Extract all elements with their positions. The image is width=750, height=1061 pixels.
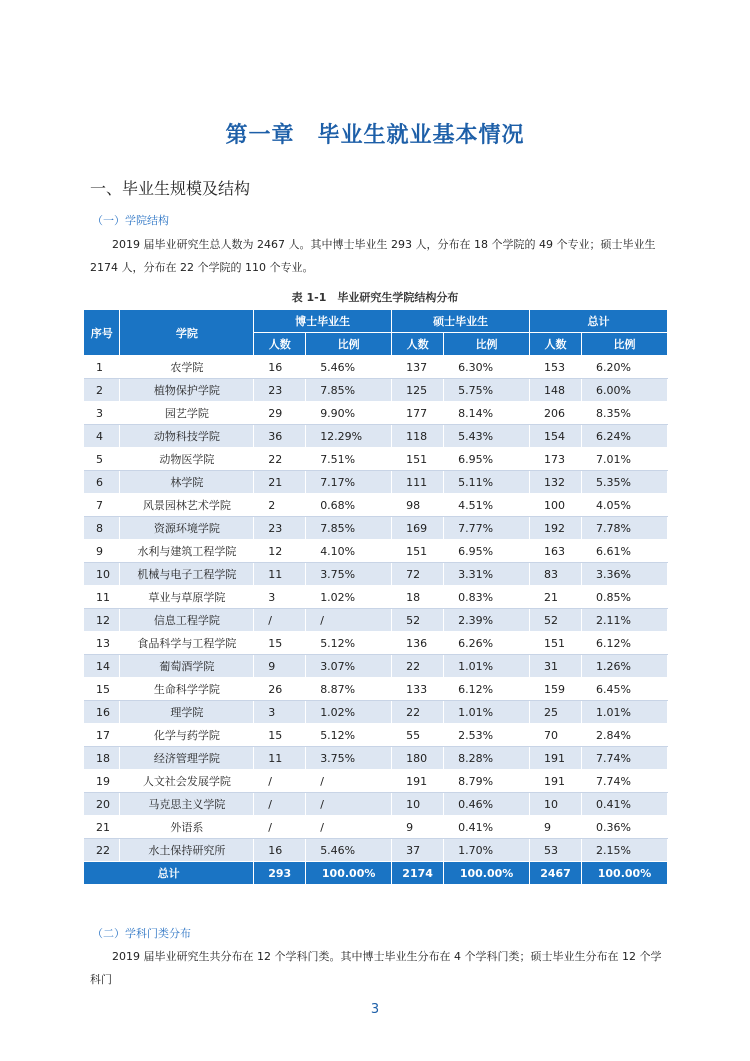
row-master-ratio: 8.14% (444, 402, 530, 425)
row-phd-count: / (254, 770, 306, 793)
row-total-count: 148 (530, 379, 582, 402)
row-total-count: 163 (530, 540, 582, 563)
table-row (84, 632, 668, 655)
row-master-ratio: 2.39% (444, 609, 530, 632)
row-phd-count: 21 (254, 471, 306, 494)
row-phd-ratio: 3.07% (306, 655, 392, 678)
row-master-count: 55 (392, 724, 444, 747)
row-master-count: 72 (392, 563, 444, 586)
row-college: 食品科学与工程学院 (120, 632, 254, 655)
row-total-ratio: 5.35% (582, 471, 668, 494)
row-college: 马克思主义学院 (120, 793, 254, 816)
row-phd-ratio: 7.85% (306, 517, 392, 540)
row-master-ratio: 2.53% (444, 724, 530, 747)
header-index: 序号 (84, 310, 120, 356)
row-college: 葡萄酒学院 (120, 655, 254, 678)
row-phd-count: 3 (254, 586, 306, 609)
row-master-ratio: 4.51% (444, 494, 530, 517)
row-master-ratio: 0.83% (444, 586, 530, 609)
total-master-count: 2174 (392, 862, 444, 885)
table-row (84, 655, 668, 678)
row-college: 农学院 (120, 356, 254, 379)
table-row (84, 540, 668, 563)
row-total-count: 173 (530, 448, 582, 471)
row-master-count: 133 (392, 678, 444, 701)
row-phd-ratio: 1.02% (306, 586, 392, 609)
row-phd-ratio: 5.46% (306, 839, 392, 862)
row-total-ratio: 7.74% (582, 770, 668, 793)
row-college: 风景园林艺术学院 (120, 494, 254, 517)
row-college: 动物科技学院 (120, 425, 254, 448)
table-row (84, 494, 668, 517)
row-index: 18 (84, 747, 120, 770)
table-row (84, 471, 668, 494)
header-total: 总计 (530, 310, 668, 333)
row-master-ratio: 1.70% (444, 839, 530, 862)
row-phd-count: / (254, 816, 306, 839)
row-college: 化学与药学院 (120, 724, 254, 747)
row-index: 12 (84, 609, 120, 632)
header-total-ratio: 比例 (582, 333, 668, 356)
row-phd-ratio: / (306, 816, 392, 839)
table-row (84, 793, 668, 816)
row-total-ratio: 6.12% (582, 632, 668, 655)
row-master-count: 98 (392, 494, 444, 517)
table-row (84, 839, 668, 862)
row-index: 10 (84, 563, 120, 586)
row-total-count: 192 (530, 517, 582, 540)
row-master-ratio: 3.31% (444, 563, 530, 586)
table-row (84, 609, 668, 632)
row-total-ratio: 6.45% (582, 678, 668, 701)
row-total-count: 52 (530, 609, 582, 632)
row-college: 资源环境学院 (120, 517, 254, 540)
row-total-count: 100 (530, 494, 582, 517)
row-phd-count: 11 (254, 563, 306, 586)
row-master-ratio: 1.01% (444, 701, 530, 724)
row-total-ratio: 7.01% (582, 448, 668, 471)
row-master-ratio: 5.43% (444, 425, 530, 448)
row-college: 动物医学院 (120, 448, 254, 471)
row-phd-ratio: 3.75% (306, 747, 392, 770)
row-phd-ratio: / (306, 793, 392, 816)
total-all-ratio: 100.00% (582, 862, 668, 885)
row-master-count: 137 (392, 356, 444, 379)
row-phd-count: 23 (254, 379, 306, 402)
row-total-ratio: 2.84% (582, 724, 668, 747)
row-index: 21 (84, 816, 120, 839)
discipline-paragraph: 2019 届毕业研究生共分布在 12 个学科门类。其中博士毕业生分布在 4 个学科门类；硕士毕业生分布在 12 个学科门 (90, 950, 662, 986)
row-phd-count: / (254, 793, 306, 816)
row-phd-ratio: 7.85% (306, 379, 392, 402)
table-caption: 表 1-1 毕业研究生学院结构分布 (291, 291, 459, 304)
row-total-count: 154 (530, 425, 582, 448)
row-college: 水利与建筑工程学院 (120, 540, 254, 563)
row-index: 9 (84, 540, 120, 563)
table-row (84, 379, 668, 402)
row-index: 17 (84, 724, 120, 747)
row-index: 7 (84, 494, 120, 517)
row-phd-ratio: 5.46% (306, 356, 392, 379)
intro-paragraph: 2019 届毕业研究生总人数为 2467 人。其中博士毕业生 293 人，分布在 18 个学院的 49 个专业；硕士毕业生 2174 人，分布在 22 个学院的 110 个专业。 (90, 238, 656, 274)
row-index: 13 (84, 632, 120, 655)
table-row (84, 816, 668, 839)
table-row (84, 724, 668, 747)
section-title: 一、毕业生规模及结构 (90, 179, 251, 198)
row-phd-ratio: 3.75% (306, 563, 392, 586)
row-total-count: 10 (530, 793, 582, 816)
row-total-ratio: 1.26% (582, 655, 668, 678)
row-total-count: 25 (530, 701, 582, 724)
table-row (84, 770, 668, 793)
row-total-count: 9 (530, 816, 582, 839)
row-total-ratio: 2.15% (582, 839, 668, 862)
row-master-ratio: 8.28% (444, 747, 530, 770)
page-number: 3 (370, 1002, 380, 1017)
row-master-ratio: 6.12% (444, 678, 530, 701)
row-college: 机械与电子工程学院 (120, 563, 254, 586)
row-total-ratio: 7.74% (582, 747, 668, 770)
total-all-count: 2467 (530, 862, 582, 885)
row-college: 外语系 (120, 816, 254, 839)
row-college: 理学院 (120, 701, 254, 724)
row-college: 水土保持研究所 (120, 839, 254, 862)
row-master-count: 9 (392, 816, 444, 839)
row-phd-ratio: 8.87% (306, 678, 392, 701)
row-index: 6 (84, 471, 120, 494)
row-master-ratio: 0.41% (444, 816, 530, 839)
row-total-count: 21 (530, 586, 582, 609)
header-phd: 博士毕业生 (254, 310, 392, 333)
row-phd-count: 11 (254, 747, 306, 770)
table-row (84, 402, 668, 425)
row-index: 5 (84, 448, 120, 471)
row-phd-count: 16 (254, 839, 306, 862)
row-phd-count: 36 (254, 425, 306, 448)
row-phd-count: 2 (254, 494, 306, 517)
row-total-count: 206 (530, 402, 582, 425)
row-index: 15 (84, 678, 120, 701)
row-phd-count: 16 (254, 356, 306, 379)
row-master-ratio: 6.30% (444, 356, 530, 379)
row-master-count: 22 (392, 655, 444, 678)
row-college: 园艺学院 (120, 402, 254, 425)
row-total-count: 159 (530, 678, 582, 701)
subsection-heading-college-structure: （一）学院结构 (92, 214, 169, 227)
row-master-ratio: 6.95% (444, 448, 530, 471)
row-master-count: 37 (392, 839, 444, 862)
row-phd-count: 15 (254, 724, 306, 747)
table-row (84, 425, 668, 448)
subsection-heading-discipline: （二）学科门类分布 (92, 927, 191, 940)
header-phd-count: 人数 (254, 333, 306, 356)
row-index: 2 (84, 379, 120, 402)
total-label: 总计 (84, 862, 254, 885)
row-index: 1 (84, 356, 120, 379)
row-phd-count: 3 (254, 701, 306, 724)
row-total-ratio: 6.24% (582, 425, 668, 448)
row-total-ratio: 0.41% (582, 793, 668, 816)
row-index: 20 (84, 793, 120, 816)
header-phd-ratio: 比例 (306, 333, 392, 356)
row-master-count: 180 (392, 747, 444, 770)
row-master-count: 22 (392, 701, 444, 724)
row-total-ratio: 7.78% (582, 517, 668, 540)
row-total-count: 132 (530, 471, 582, 494)
row-phd-ratio: 7.17% (306, 471, 392, 494)
table-row (84, 563, 668, 586)
row-phd-ratio: 12.29% (306, 425, 392, 448)
row-total-ratio: 6.00% (582, 379, 668, 402)
total-phd-ratio: 100.00% (306, 862, 392, 885)
row-index: 16 (84, 701, 120, 724)
row-phd-ratio: 1.02% (306, 701, 392, 724)
row-total-ratio: 1.01% (582, 701, 668, 724)
row-index: 19 (84, 770, 120, 793)
row-phd-ratio: 5.12% (306, 632, 392, 655)
row-phd-count: / (254, 609, 306, 632)
row-master-ratio: 7.77% (444, 517, 530, 540)
total-master-ratio: 100.00% (444, 862, 530, 885)
row-total-ratio: 6.20% (582, 356, 668, 379)
row-master-count: 10 (392, 793, 444, 816)
row-phd-ratio: / (306, 609, 392, 632)
row-phd-count: 26 (254, 678, 306, 701)
row-master-ratio: 5.75% (444, 379, 530, 402)
row-master-count: 191 (392, 770, 444, 793)
header-college: 学院 (120, 310, 254, 356)
row-total-count: 31 (530, 655, 582, 678)
row-index: 22 (84, 839, 120, 862)
row-master-count: 169 (392, 517, 444, 540)
row-master-ratio: 8.79% (444, 770, 530, 793)
row-master-count: 136 (392, 632, 444, 655)
row-phd-ratio: 7.51% (306, 448, 392, 471)
row-phd-ratio: 5.12% (306, 724, 392, 747)
table-row (84, 356, 668, 379)
row-total-ratio: 3.36% (582, 563, 668, 586)
row-college: 草业与草原学院 (120, 586, 254, 609)
table-body (84, 356, 668, 862)
row-phd-count: 22 (254, 448, 306, 471)
row-phd-ratio: 0.68% (306, 494, 392, 517)
row-total-count: 191 (530, 747, 582, 770)
chapter-title: 第一章 毕业生就业基本情况 (225, 123, 525, 148)
row-master-ratio: 1.01% (444, 655, 530, 678)
row-total-ratio: 6.61% (582, 540, 668, 563)
row-phd-ratio: / (306, 770, 392, 793)
header-master: 硕士毕业生 (392, 310, 530, 333)
row-index: 11 (84, 586, 120, 609)
row-index: 4 (84, 425, 120, 448)
row-phd-count: 12 (254, 540, 306, 563)
row-phd-ratio: 4.10% (306, 540, 392, 563)
row-master-count: 125 (392, 379, 444, 402)
row-master-count: 151 (392, 540, 444, 563)
total-phd-count: 293 (254, 862, 306, 885)
row-phd-count: 23 (254, 517, 306, 540)
row-college: 人文社会发展学院 (120, 770, 254, 793)
row-total-count: 70 (530, 724, 582, 747)
table-row (84, 678, 668, 701)
table-row (84, 448, 668, 471)
row-phd-ratio: 9.90% (306, 402, 392, 425)
row-master-ratio: 5.11% (444, 471, 530, 494)
row-total-count: 191 (530, 770, 582, 793)
row-total-count: 83 (530, 563, 582, 586)
row-college: 植物保护学院 (120, 379, 254, 402)
row-total-ratio: 8.35% (582, 402, 668, 425)
row-college: 生命科学学院 (120, 678, 254, 701)
row-master-count: 52 (392, 609, 444, 632)
row-index: 14 (84, 655, 120, 678)
row-phd-count: 9 (254, 655, 306, 678)
header-master-count: 人数 (392, 333, 444, 356)
header-total-count: 人数 (530, 333, 582, 356)
table-row (84, 701, 668, 724)
header-master-ratio: 比例 (444, 333, 530, 356)
row-master-count: 111 (392, 471, 444, 494)
table-row (84, 586, 668, 609)
row-total-ratio: 4.05% (582, 494, 668, 517)
row-total-ratio: 0.36% (582, 816, 668, 839)
row-master-ratio: 6.95% (444, 540, 530, 563)
row-total-count: 153 (530, 356, 582, 379)
total-row (84, 862, 668, 885)
row-phd-count: 29 (254, 402, 306, 425)
row-total-count: 151 (530, 632, 582, 655)
row-college: 林学院 (120, 471, 254, 494)
row-college: 经济管理学院 (120, 747, 254, 770)
table-row (84, 517, 668, 540)
row-master-count: 18 (392, 586, 444, 609)
row-total-ratio: 0.85% (582, 586, 668, 609)
row-college: 信息工程学院 (120, 609, 254, 632)
row-phd-count: 15 (254, 632, 306, 655)
row-master-count: 151 (392, 448, 444, 471)
row-master-ratio: 6.26% (444, 632, 530, 655)
college-distribution-table (84, 310, 668, 885)
row-master-count: 177 (392, 402, 444, 425)
row-master-count: 118 (392, 425, 444, 448)
table-row (84, 747, 668, 770)
row-total-ratio: 2.11% (582, 609, 668, 632)
row-master-ratio: 0.46% (444, 793, 530, 816)
row-index: 8 (84, 517, 120, 540)
row-total-count: 53 (530, 839, 582, 862)
row-index: 3 (84, 402, 120, 425)
